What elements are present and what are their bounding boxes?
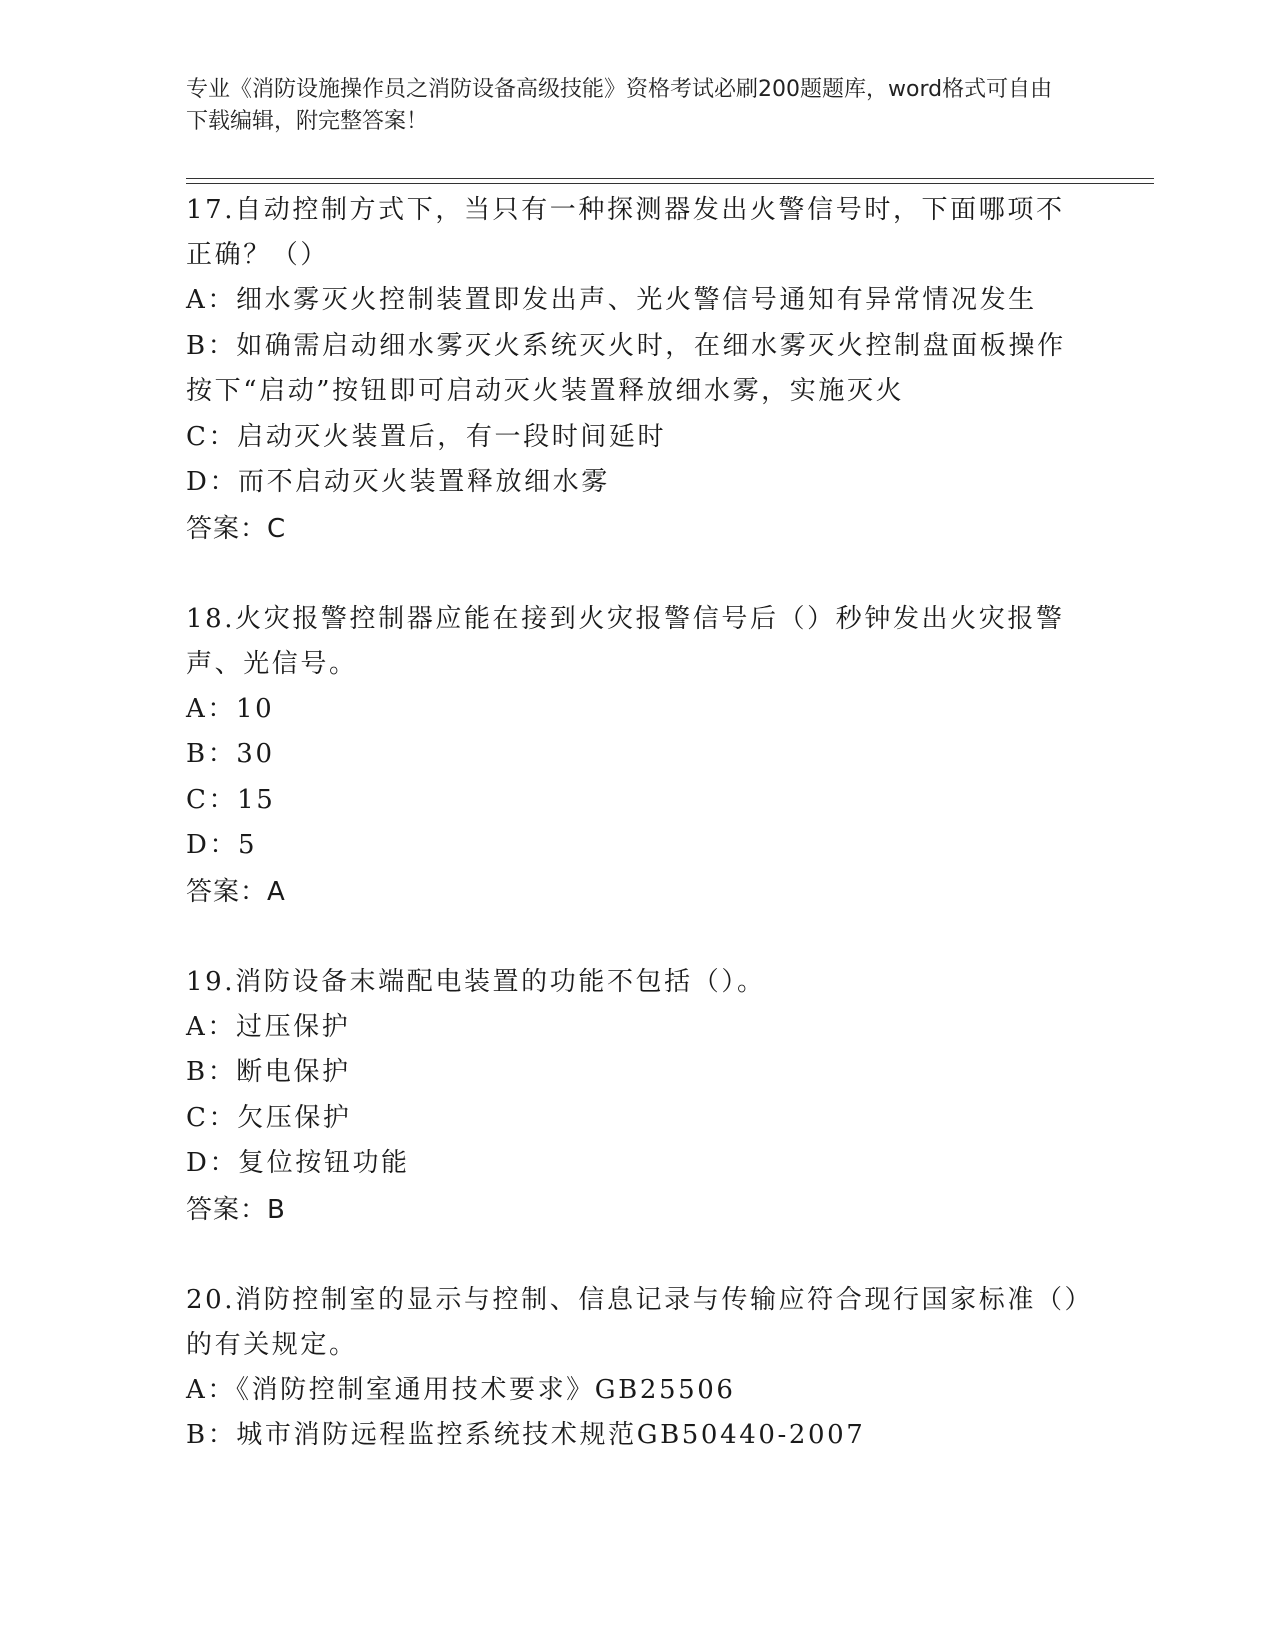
question-stem: 18.火灾报警控制器应能在接到火灾报警信号后（）秒钟发出火灾报警声、光信号。 bbox=[186, 603, 1065, 679]
header-rule-bottom bbox=[186, 183, 1154, 184]
option-b: B：如确需启动细水雾灭火系统灭火时，在细水雾灭火控制盘面板操作按下“启动”按钮即可启动灭火装置释放细水雾，实施灭火 bbox=[186, 330, 1066, 406]
option-a: A：细水雾灭火控制装置即发出声、光火警信号通知有异常情况发生 bbox=[186, 285, 1037, 315]
question-spacer bbox=[186, 915, 1086, 960]
option-d: D：而不启动灭火装置释放细水雾 bbox=[186, 467, 610, 497]
option-c: C：欠压保护 bbox=[186, 1102, 352, 1133]
question-list bbox=[186, 188, 1086, 1459]
option-a: A：《消防控制室通用技术要求》GB25506 bbox=[186, 1374, 736, 1405]
header-rule-top bbox=[186, 178, 1154, 179]
answer: 答案：B bbox=[186, 1194, 286, 1225]
option-c: C：15 bbox=[186, 784, 276, 815]
option-b: B：30 bbox=[186, 739, 275, 769]
option-b: B：城市消防远程监控系统技术规范GB50440-2007 bbox=[186, 1420, 866, 1450]
question-spacer bbox=[186, 552, 1086, 597]
question-stem: 20.消防控制室的显示与控制、信息记录与传输应符合现行国家标准（）的有关规定。 bbox=[186, 1284, 1081, 1360]
option-d: D：5 bbox=[186, 830, 258, 860]
question-spacer bbox=[186, 1233, 1086, 1278]
option-a: A：10 bbox=[186, 693, 275, 724]
question-18 bbox=[186, 597, 1086, 915]
answer: 答案：A bbox=[186, 876, 286, 907]
option-b: B：断电保护 bbox=[186, 1057, 351, 1087]
answer: 答案：C bbox=[186, 513, 287, 544]
question-20 bbox=[186, 1278, 1086, 1459]
question-17 bbox=[186, 188, 1086, 552]
question-stem: 19.消防设备末端配电装置的功能不包括（）。 bbox=[186, 966, 766, 997]
option-a: A：过压保护 bbox=[186, 1011, 351, 1042]
question-19 bbox=[186, 960, 1086, 1233]
question-stem: 17.自动控制方式下，当只有一种探测器发出火警信号时，下面哪项不正确？（） bbox=[186, 195, 1065, 270]
document-header: 专业《消防设施操作员之消防设备高级技能》资格考试必刷200题题库，word格式可自由下载编辑，附完整答案！ bbox=[186, 77, 1053, 134]
option-c: C：启动灭火装置后，有一段时间延时 bbox=[186, 421, 667, 452]
option-d: D：复位按钮功能 bbox=[186, 1148, 410, 1178]
